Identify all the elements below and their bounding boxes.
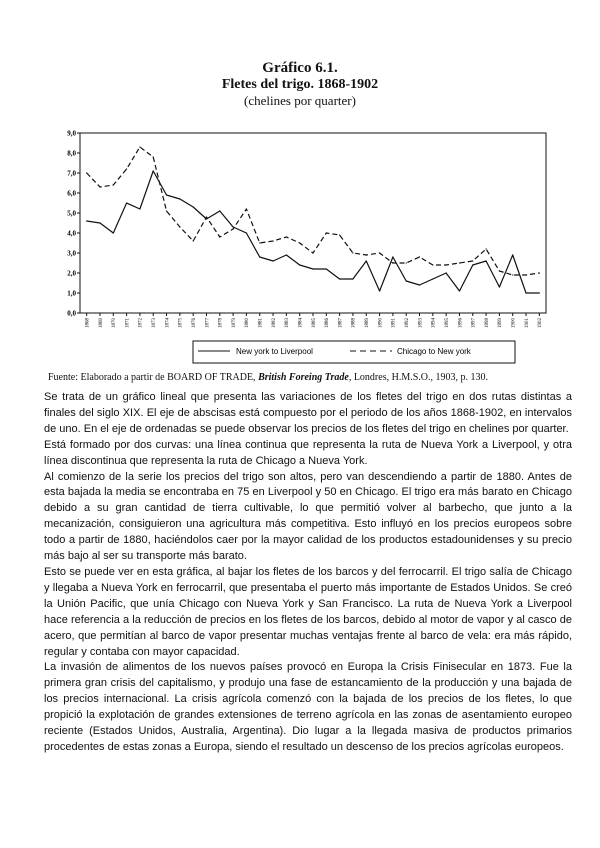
figure-heading (140, 60, 460, 109)
data-point-new-york-to-liverpool (126, 202, 127, 203)
data-point-new-york-to-liverpool (339, 278, 340, 279)
data-point-chicago-to-new-york (113, 184, 114, 185)
y-tick-label: 1,0 (67, 289, 76, 298)
data-point-chicago-to-new-york (179, 226, 180, 227)
x-tick-label: 1872 (138, 318, 144, 328)
chart-series (86, 146, 540, 293)
paragraph: Está formado por dos curvas: una línea continua que representa la ruta de Nueva York a Liverpool, y otra línea discontinua que representa la ruta de Chicago a Nueva York. (44, 438, 572, 467)
data-point-new-york-to-liverpool (446, 272, 447, 273)
data-point-chicago-to-new-york (432, 264, 433, 265)
legend-solid-label: New york to Liverpool (236, 347, 313, 356)
x-tick-label: 1894 (431, 318, 437, 328)
data-point-chicago-to-new-york (539, 272, 540, 273)
x-tick-label: 1871 (125, 318, 131, 328)
data-point-new-york-to-liverpool (406, 280, 407, 281)
x-tick-label: 1880 (245, 318, 251, 328)
data-point-chicago-to-new-york (525, 274, 526, 275)
x-tick-label: 1887 (338, 318, 344, 328)
data-point-new-york-to-liverpool (485, 260, 486, 261)
data-point-chicago-to-new-york (406, 262, 407, 263)
data-point-new-york-to-liverpool (512, 254, 513, 255)
data-point-new-york-to-liverpool (166, 194, 167, 195)
x-tick-label: 1869 (98, 318, 104, 328)
data-point-chicago-to-new-york (446, 264, 447, 265)
y-tick-label: 9,0 (67, 129, 76, 138)
legend-dashed-label: Chicago to New york (397, 347, 471, 356)
data-point-new-york-to-liverpool (379, 290, 380, 291)
data-point-chicago-to-new-york (459, 262, 460, 263)
x-tick-label: 1873 (152, 318, 158, 328)
source-prefix: Fuente: Elaborado a partir de BOARD OF TRADE, (48, 372, 259, 383)
data-point-chicago-to-new-york (312, 252, 313, 253)
data-point-chicago-to-new-york (419, 256, 420, 257)
data-point-chicago-to-new-york (472, 260, 473, 261)
source-suffix: , Londres, H.M.S.O., 1903, p. 130. (348, 372, 488, 383)
figure-title: Fletes del trigo. 1868-1902 (221, 77, 379, 92)
data-point-new-york-to-liverpool (99, 222, 100, 223)
x-tick-label: 1893 (418, 318, 424, 328)
y-tick-label: 6,0 (67, 189, 76, 198)
data-point-new-york-to-liverpool (352, 278, 353, 279)
data-point-new-york-to-liverpool (246, 232, 247, 233)
data-point-new-york-to-liverpool (153, 170, 154, 171)
x-tick-label: 1899 (498, 318, 504, 328)
data-point-chicago-to-new-york (126, 168, 127, 169)
x-axis-ticks (85, 313, 543, 328)
x-tick-label: 1897 (471, 318, 477, 328)
data-point-new-york-to-liverpool (272, 260, 273, 261)
plot-frame (80, 133, 546, 313)
x-tick-label: 1889 (365, 318, 371, 328)
paragraph: Esto se puede ver en esta gráfica, al bajar los fletes de los barcos y del ferrocarril. El trigo salía de Chicago y llegaba a Nueva York en ferrocarril, que presentaba el puerto más importante de Estados Unidos. Se creó la Unión Pacific, que unía Chicago con Nueva York y San Francisco. La ruta de Nueva York a Liverpool hace referencia a la reducción de precios en los fletes de los barcos, debido al motor de vapor y al casco de acero, que permitían al barco de vapor presentar muchas ventajas frente al barco de vela: era más rápido, regular y contaba con mayor capacidad. (44, 565, 572, 658)
data-point-new-york-to-liverpool (86, 220, 87, 221)
x-tick-label: 1879 (231, 318, 237, 328)
data-point-new-york-to-liverpool (459, 290, 460, 291)
data-point-new-york-to-liverpool (193, 206, 194, 207)
data-point-chicago-to-new-york (86, 172, 87, 173)
paragraph: Se trata de un gráfico lineal que presenta las variaciones de los fletes del trigo en dos rutas distintas a finales del siglo XIX. El eje de abscisas está compuesto por el periodo de los años 1868-1902, en intervalos de uno. En el eje de ordenadas se puede observar los precios de los fletes del trigo en chelines por quarter. (44, 391, 572, 435)
data-point-new-york-to-liverpool (219, 210, 220, 211)
data-point-new-york-to-liverpool (179, 198, 180, 199)
data-point-new-york-to-liverpool (326, 268, 327, 269)
data-point-new-york-to-liverpool (312, 268, 313, 269)
x-tick-label: 1886 (325, 318, 331, 328)
data-point-new-york-to-liverpool (259, 256, 260, 257)
data-point-chicago-to-new-york (485, 248, 486, 249)
data-point-chicago-to-new-york (339, 234, 340, 235)
data-point-chicago-to-new-york (379, 252, 380, 253)
x-tick-label: 1870 (112, 318, 118, 328)
data-point-new-york-to-liverpool (113, 232, 114, 233)
data-point-new-york-to-liverpool (499, 286, 500, 287)
data-point-chicago-to-new-york (139, 146, 140, 147)
data-point-chicago-to-new-york (272, 240, 273, 241)
x-tick-label: 1896 (458, 318, 464, 328)
data-point-chicago-to-new-york (153, 156, 154, 157)
x-tick-label: 1875 (178, 318, 184, 328)
series-line-new-york-to-liverpool (87, 171, 540, 293)
data-point-chicago-to-new-york (286, 236, 287, 237)
y-tick-label: 0,0 (67, 309, 76, 318)
y-tick-label: 3,0 (67, 249, 76, 258)
chart-legend (193, 341, 515, 363)
paragraph: La invasión de alimentos de los nuevos países provocó en Europa la Crisis Finisecular en 1873. Fue la primera gran crisis del capitalismo, y produjo una fase de estancamiento de la producción y una bajada de los precios internacional. La crisis agrícola comenzó con la bajada de los precios de los fletes, lo que propició la explotación de grandes extensiones de terreno agrícola en las zonas de asentamiento europeo reciente (Estados Unidos, Australia, Argentina). Dio lugar a la llegada masiva de productos primarios procedentes de estas zonas a Europa, siendo el resultado un descenso de los precios agrícolas europeos. (44, 661, 572, 753)
data-point-chicago-to-new-york (366, 254, 367, 255)
x-tick-label: 1884 (298, 318, 304, 328)
y-tick-label: 4,0 (67, 229, 76, 238)
data-point-new-york-to-liverpool (432, 278, 433, 279)
body-text (44, 390, 572, 756)
data-point-chicago-to-new-york (259, 242, 260, 243)
data-point-chicago-to-new-york (299, 242, 300, 243)
x-tick-label: 1895 (444, 318, 450, 328)
x-tick-label: 1881 (258, 318, 264, 328)
x-tick-label: 1885 (311, 318, 317, 328)
x-tick-label: 1876 (191, 318, 197, 328)
data-point-new-york-to-liverpool (366, 260, 367, 261)
x-tick-label: 1891 (391, 318, 397, 328)
data-point-chicago-to-new-york (246, 208, 247, 209)
data-point-chicago-to-new-york (352, 252, 353, 253)
figure-source (48, 372, 568, 383)
y-tick-label: 7,0 (67, 169, 76, 178)
y-axis-ticks (67, 130, 80, 318)
data-point-new-york-to-liverpool (472, 264, 473, 265)
x-tick-label: 1898 (484, 318, 490, 328)
y-tick-label: 8,0 (67, 149, 76, 158)
data-point-chicago-to-new-york (512, 274, 513, 275)
x-tick-label: 1877 (205, 318, 211, 328)
series-line-chicago-to-new-york (87, 147, 540, 275)
y-tick-label: 5,0 (67, 209, 76, 218)
x-tick-label: 1883 (285, 318, 291, 328)
x-tick-label: 1902 (538, 318, 544, 328)
data-point-chicago-to-new-york (326, 232, 327, 233)
data-point-new-york-to-liverpool (539, 292, 540, 293)
data-point-chicago-to-new-york (233, 228, 234, 229)
x-tick-label: 1868 (85, 318, 91, 328)
data-point-new-york-to-liverpool (286, 254, 287, 255)
x-tick-label: 1901 (524, 318, 530, 328)
data-point-new-york-to-liverpool (419, 284, 420, 285)
x-tick-label: 1882 (271, 318, 277, 328)
line-chart (0, 120, 600, 370)
data-point-chicago-to-new-york (219, 236, 220, 237)
data-point-new-york-to-liverpool (299, 264, 300, 265)
data-point-new-york-to-liverpool (525, 292, 526, 293)
data-point-chicago-to-new-york (206, 216, 207, 217)
data-point-new-york-to-liverpool (139, 208, 140, 209)
data-point-chicago-to-new-york (193, 240, 194, 241)
figure-label: Gráfico 6.1. (262, 60, 338, 76)
data-point-chicago-to-new-york (392, 262, 393, 263)
x-tick-label: 1874 (165, 318, 171, 328)
data-point-chicago-to-new-york (99, 186, 100, 187)
x-tick-label: 1892 (405, 318, 410, 328)
data-point-chicago-to-new-york (499, 270, 500, 271)
x-tick-label: 1900 (511, 318, 517, 328)
paragraph: Al comienzo de la serie los precios del trigo son altos, pero van descendiendo a partir de 1880. Antes de esta bajada la media se encontraba en 75 en Liverpool y 50 en Chicago. El trigo era más barato en Chicago debido a su gran cantidad de tierra cultivable, lo que permitió volver al barbecho, que junto a la mecanización, consiguieron una agricultura más competitiva. Esto influyó en los precios europeos sobre todo a partir de 1880, haciéndolos caer por la mayor calidad de los productos estadounidenses y su precio más bajo al ser su transporte más barato. (44, 470, 572, 563)
figure-unit: (chelines por quarter) (244, 93, 356, 108)
source-work: British Foreing Trade (258, 372, 349, 383)
x-tick-label: 1878 (218, 318, 224, 328)
data-point-chicago-to-new-york (166, 210, 167, 211)
chart-axes (80, 133, 546, 313)
x-tick-label: 1890 (378, 318, 384, 328)
data-point-new-york-to-liverpool (392, 256, 393, 257)
x-tick-label: 1888 (351, 318, 357, 328)
y-tick-label: 2,0 (67, 269, 76, 278)
